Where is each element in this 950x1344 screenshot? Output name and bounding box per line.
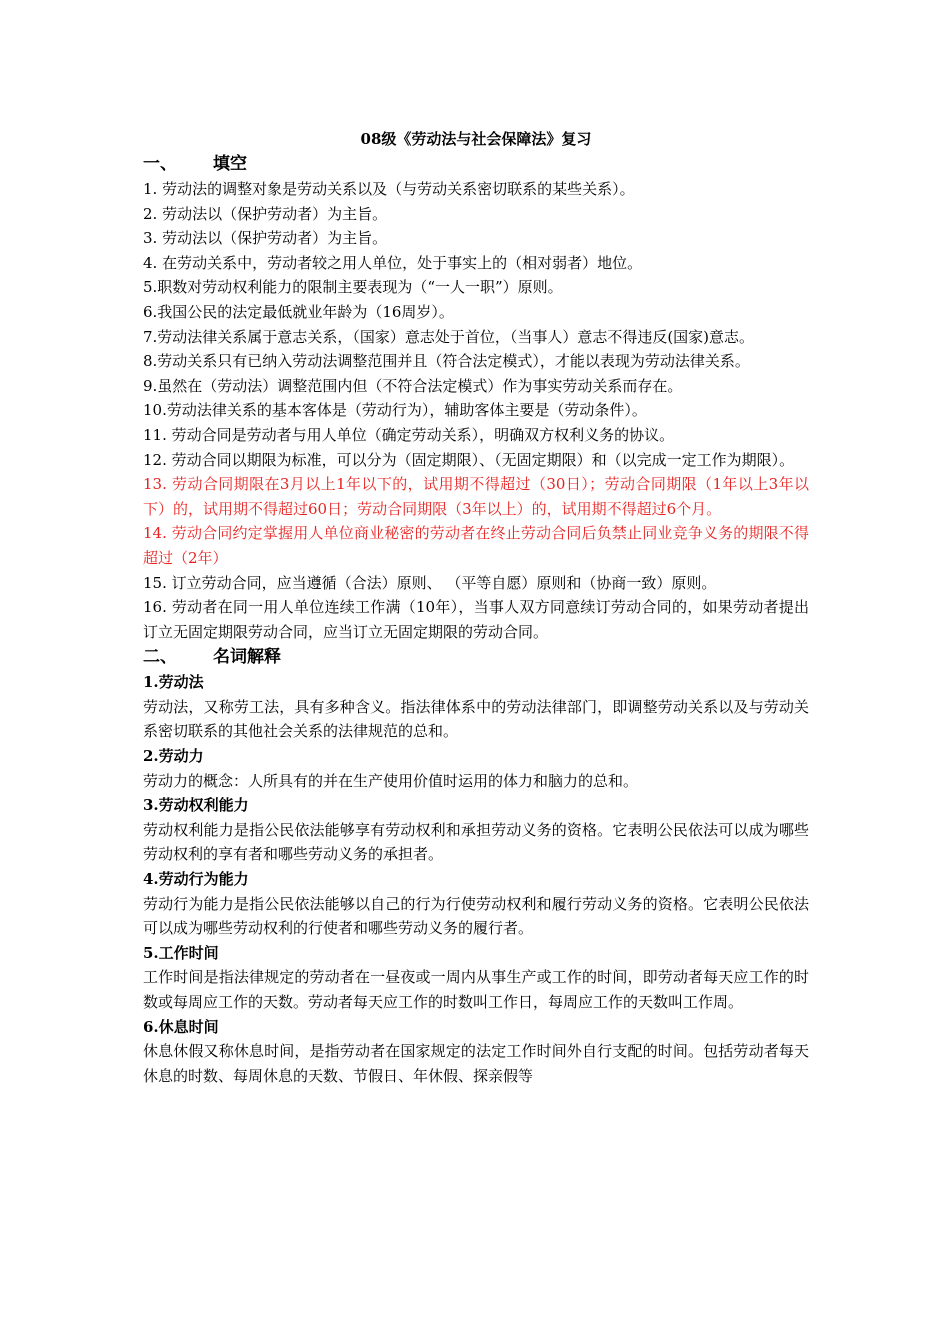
term-definition: 劳动行为能力是指公民依法能够以自己的行为行使劳动权利和履行劳动义务的资格。它表明公民依法可以成为哪些劳动权利的行使者和哪些劳动义务的履行者。 (143, 894, 809, 938)
term-heading: 5.工作时间 (143, 943, 219, 962)
question-item: 3. 劳动法以（保护劳动者）为主旨。 (143, 229, 388, 248)
question-item: 5.职数对劳动权利能力的限制主要表现为（“一人一职”）原则。 (143, 278, 563, 297)
term-definition: 劳动力的概念：人所具有的并在生产使用价值时运用的体力和脑力的总和。 (143, 771, 639, 790)
question-item: 12. 劳动合同以期限为标准，可以分为（固定期限）、（无固定期限）和（以完成一定工作为期限）。 (143, 450, 795, 469)
term-definition: 休息休假又称休息时间，是指劳动者在国家规定的法定工作时间外自行支配的时间。包括劳动者每天休息的时数、每周休息的天数、节假日、年休假、探亲假等 (143, 1042, 809, 1085)
question-item: 9.虽然在（劳动法）调整范围内但（不符合法定模式）作为事实劳动关系而存在。 (143, 376, 683, 395)
question-item: 7.劳动法律关系属于意志关系，（国家）意志处于首位，（当事人）意志不得违反(国家)意志。 (143, 327, 755, 346)
question-item: 8.劳动关系只有已纳入劳动法调整范围并且（符合法定模式），才能以表现为劳动法律关系。 (143, 352, 750, 371)
term-definition: 工作时间是指法律规定的劳动者在一昼夜或一周内从事生产或工作的时间，即劳动者每天应工作的时数或每周应工作的天数。劳动者每天应工作的时数叫工作日，每周应工作的天数叫工作周。 (143, 968, 809, 1011)
section-title: 填空 (213, 154, 247, 174)
document-title: 08级《劳动法与社会保障法》复习 (360, 130, 592, 148)
term-heading: 4.劳动行为能力 (143, 870, 249, 889)
term-definition: 劳动权利能力是指公民依法能够享有劳动权利和承担劳动义务的资格。它表明公民依法可以成为哪些劳动权利的享有者和哪些劳动义务的承担者。 (143, 820, 809, 864)
question-item: 16. 劳动者在同一用人单位连续工作满（10年），当事人双方同意续订劳动合同的，如果劳动者提出订立无固定期限劳动合同，应当订立无固定期限的劳动合同。 (143, 598, 809, 641)
question-item: 4. 在劳动关系中，劳动者较之用人单位，处于事实上的（相对弱者）地位。 (143, 253, 643, 272)
section-heading-fill-blank (143, 151, 809, 177)
section-title: 名词解释 (213, 647, 281, 668)
question-item-highlighted: 13. 劳动合同期限在3月以上1年以下的，试用期不得超过（30日）；劳动合同期限（1年以上3年以下）的，试用期不得超过60日；劳动合同期限（3年以上）的，试用期不得超过6个月。 (143, 475, 809, 518)
section-heading-definitions (143, 644, 809, 670)
term-heading: 6.休息时间 (143, 1017, 219, 1036)
question-item: 11. 劳动合同是劳动者与用人单位（确定劳动关系），明确双方权利义务的协议。 (143, 425, 675, 444)
question-item: 1. 劳动法的调整对象是劳动关系以及（与劳动关系密切联系的某些关系）。 (143, 180, 635, 198)
term-heading: 3.劳动权利能力 (143, 796, 249, 815)
term-heading: 1.劳动法 (143, 673, 204, 692)
term-heading: 2.劳动力 (143, 747, 204, 766)
question-item: 2. 劳动法以（保护劳动者）为主旨。 (143, 204, 388, 223)
question-item-highlighted: 14. 劳动合同约定掌握用人单位商业秘密的劳动者在终止劳动合同后负禁止同业竞争义务的期限不得超过（2年） (143, 524, 809, 567)
section-number: 二、 (143, 647, 177, 668)
question-item: 10.劳动法律关系的基本客体是（劳动行为），辅助客体主要是（劳动条件）。 (143, 401, 647, 420)
question-item: 15. 订立劳动合同，应当遵循（合法）原则、 （平等自愿）原则和（协商一致）原则。 (143, 573, 717, 592)
document-content (143, 127, 809, 1088)
question-item: 6.我国公民的法定最低就业年龄为（16周岁）。 (143, 302, 454, 321)
section-number: 一、 (143, 154, 177, 174)
term-definition: 劳动法，又称劳工法，具有多种含义。指法律体系中的劳动法律部门，即调整劳动关系以及与劳动关系密切联系的其他社会关系的法律规范的总和。 (143, 697, 809, 741)
